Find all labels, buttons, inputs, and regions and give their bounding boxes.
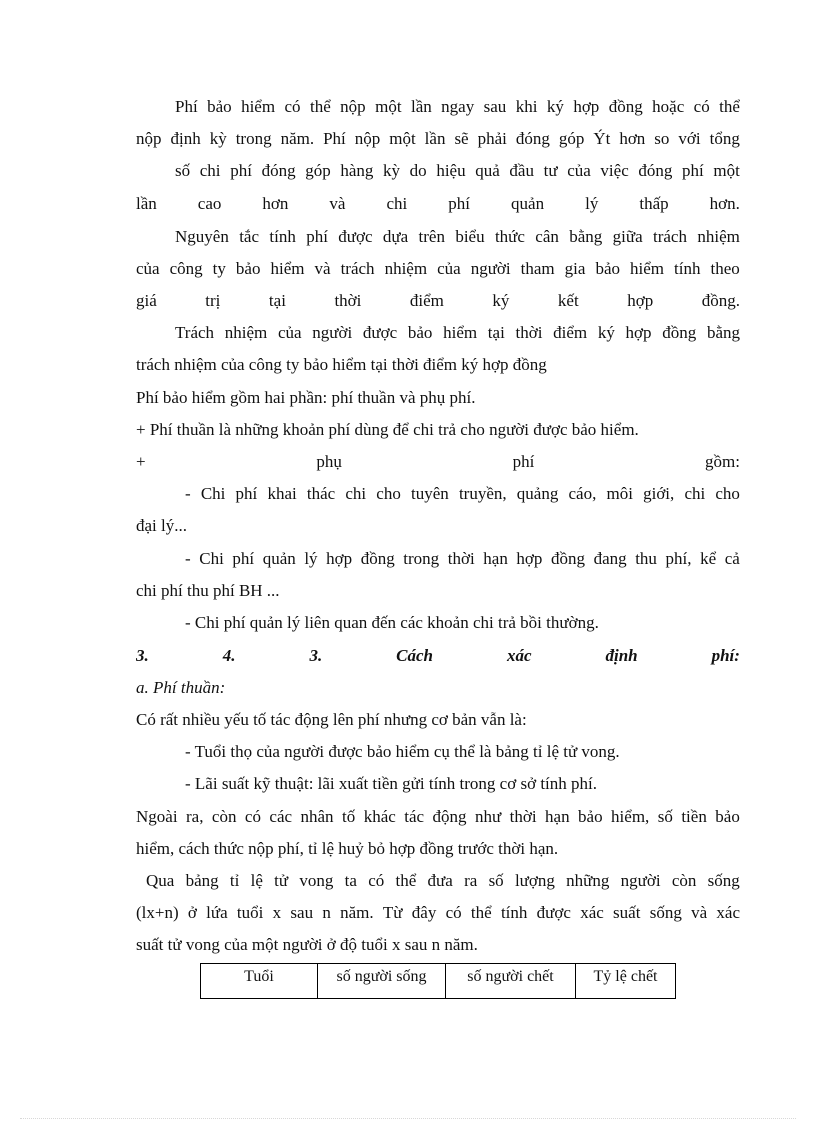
word: một xyxy=(389,129,416,148)
word: thác xyxy=(306,484,336,503)
header-living: số người sống xyxy=(318,964,446,999)
word: tử xyxy=(274,871,289,890)
word: - xyxy=(185,484,191,503)
word: điểm xyxy=(409,291,444,310)
bullet1-line1 xyxy=(185,483,740,505)
word: nhiệm xyxy=(697,227,740,246)
word: khai xyxy=(267,484,297,503)
word: trách xyxy=(653,227,687,246)
word: chi xyxy=(345,484,367,503)
para4: Phí bảo hiểm gồm hai phần: phí thuần và phụ phí. xyxy=(136,388,476,407)
word: với xyxy=(678,129,701,148)
word: dựa xyxy=(382,227,409,246)
word: của xyxy=(136,259,160,278)
word: hiệu xyxy=(436,161,466,180)
word: thấp xyxy=(639,194,669,213)
word: người xyxy=(470,259,511,278)
para1-line4 xyxy=(136,193,740,215)
word: sau xyxy=(290,903,314,922)
word: sau xyxy=(483,97,507,116)
word: ta xyxy=(344,871,357,890)
word: còn xyxy=(671,871,697,890)
para3-line2: trách nhiệm của công ty bảo hiểm tại thời điểm ký hợp đồng xyxy=(136,355,547,374)
word: do xyxy=(409,161,427,180)
word: quản xyxy=(511,194,545,213)
word: hơn xyxy=(262,194,289,213)
word: biểu xyxy=(455,227,485,246)
para7: Có rất nhiều yếu tố tác động lên phí nhưng cơ bản vẫn là: xyxy=(136,710,527,729)
word: lượng xyxy=(514,871,555,890)
word: lý xyxy=(585,194,599,213)
word: giữa xyxy=(612,227,643,246)
para9-line3: suất tử vong của một người ở độ tuổi x sau n năm. xyxy=(136,935,478,954)
bullet1-line2: đại lý... xyxy=(136,516,187,535)
word: Từ xyxy=(382,903,403,922)
word: Chi xyxy=(200,484,226,503)
word: có xyxy=(693,97,710,116)
word: năm. xyxy=(280,129,315,148)
word: 3. xyxy=(136,646,149,665)
word: đóng xyxy=(515,129,550,148)
word: thời xyxy=(515,323,543,342)
word: hiểm xyxy=(270,259,305,278)
word: phí xyxy=(448,194,471,213)
subheading: a. Phí thuần: xyxy=(136,678,226,697)
word: đồng xyxy=(360,549,395,568)
word: định xyxy=(605,646,638,665)
word: hợp xyxy=(516,549,543,568)
word: ty xyxy=(212,259,226,278)
word: cho xyxy=(715,484,740,503)
bullet3: - Chi phí quản lý liên quan đến các khoản chi trả bồi thường. xyxy=(185,613,599,632)
word: chi xyxy=(199,161,221,180)
word: còn xyxy=(211,807,237,826)
word: có xyxy=(284,97,301,116)
word: sống xyxy=(649,903,682,922)
word: tại xyxy=(487,323,505,342)
word: và xyxy=(691,903,708,922)
table-header-row xyxy=(201,964,676,999)
word: thể xyxy=(309,97,331,116)
word: nhiệm xyxy=(384,259,428,278)
word: hiểm, xyxy=(611,807,650,826)
word: quản xyxy=(262,549,296,568)
word: môi xyxy=(606,484,633,503)
word: hạn xyxy=(483,549,508,568)
word: hiểm xyxy=(630,259,665,278)
word: người xyxy=(312,323,353,342)
word: suất xyxy=(613,903,641,922)
word: tỉ xyxy=(229,871,240,890)
word: bằng xyxy=(569,227,603,246)
word: cả xyxy=(724,549,740,568)
word: x xyxy=(272,903,282,922)
word: được xyxy=(362,323,398,342)
word: phí xyxy=(235,484,258,503)
word: đồng xyxy=(662,323,697,342)
word: gia xyxy=(564,259,586,278)
word: tính xyxy=(674,259,701,278)
bullet2-line1 xyxy=(185,548,740,570)
word: khi xyxy=(515,97,538,116)
word: Ýt xyxy=(593,129,611,148)
word: bảo xyxy=(407,323,433,342)
word: so xyxy=(654,129,670,148)
word: thể xyxy=(470,903,492,922)
word: cho xyxy=(376,484,401,503)
word: ký xyxy=(546,97,564,116)
word: quả xyxy=(475,161,500,180)
word: phí xyxy=(682,161,704,180)
word: Phí xyxy=(323,129,346,148)
word: kết xyxy=(557,291,579,310)
bullet4: - Tuổi thọ của người được bảo hiểm cụ thể là bảng tỉ lệ tử vong. xyxy=(185,742,620,761)
word: nộp xyxy=(354,129,381,148)
word: số xyxy=(657,807,673,826)
word: vong xyxy=(299,871,334,890)
section-heading xyxy=(136,645,740,667)
word: kỳ xyxy=(383,161,401,180)
word: ở xyxy=(187,903,197,922)
word: tuổi xyxy=(236,903,264,922)
word: giới, xyxy=(643,484,675,503)
word: nhân xyxy=(300,807,334,826)
word: số xyxy=(488,871,504,890)
word: truyền, xyxy=(458,484,507,503)
word: hơn. xyxy=(709,194,740,213)
word: phí xyxy=(512,452,535,471)
para1-line2 xyxy=(136,128,740,150)
word: quảng xyxy=(516,484,559,503)
word: tắc xyxy=(239,227,260,246)
word: khác xyxy=(363,807,396,826)
para2-line2 xyxy=(136,258,740,280)
word: chi xyxy=(386,194,408,213)
word: được xyxy=(536,903,571,922)
word: hơn xyxy=(619,129,646,148)
word: đang xyxy=(593,549,627,568)
word: (lx+n) xyxy=(136,903,179,922)
para8-line2: hiểm, cách thức nộp phí, tỉ lệ huỷ bỏ hợp đồng trước thời hạn. xyxy=(136,839,559,858)
word: thời xyxy=(334,291,362,310)
word: lần xyxy=(410,97,432,116)
word: Ngoài xyxy=(136,807,178,826)
word: trên xyxy=(418,227,445,246)
para1-line1 xyxy=(175,96,740,118)
word: thời xyxy=(509,807,537,826)
word: số xyxy=(175,161,191,180)
word: đóng xyxy=(261,161,296,180)
word: năm. xyxy=(340,903,374,922)
word: ra xyxy=(464,871,478,890)
word: tại xyxy=(268,291,286,310)
word: bảo xyxy=(595,259,620,278)
word: đồng xyxy=(608,97,643,116)
word: lệ xyxy=(250,871,263,890)
para6 xyxy=(136,451,740,473)
word: được xyxy=(338,227,373,246)
word: các xyxy=(269,807,293,826)
word: những xyxy=(566,871,610,890)
word: tuyên xyxy=(411,484,449,503)
word: thể xyxy=(719,97,740,116)
word: có xyxy=(445,903,462,922)
word: đồng xyxy=(550,549,585,568)
word: chi xyxy=(684,484,706,503)
word: tính xyxy=(500,903,528,922)
word: định xyxy=(170,129,201,148)
word: xác xyxy=(580,903,604,922)
word: nhiệm xyxy=(224,323,268,342)
header-age: Tuổi xyxy=(201,964,318,999)
word: phí xyxy=(306,227,328,246)
word: lần xyxy=(136,194,157,213)
word: gồm: xyxy=(705,452,740,471)
word: Nguyên xyxy=(175,227,229,246)
word: phí: xyxy=(711,646,740,665)
word: việc xyxy=(600,161,629,180)
word: hợp xyxy=(326,549,353,568)
word: hợp xyxy=(627,291,654,310)
word: một xyxy=(713,161,740,180)
word: xác xyxy=(716,903,740,922)
word: có xyxy=(244,807,261,826)
word: như xyxy=(474,807,502,826)
word: thời xyxy=(447,549,475,568)
word: 3. xyxy=(309,646,323,665)
word: Trách xyxy=(175,323,215,342)
word: của xyxy=(277,323,302,342)
word: đóng xyxy=(638,161,673,180)
word: cao xyxy=(197,194,222,213)
word: một xyxy=(375,97,402,116)
word: trong xyxy=(403,549,440,568)
word: có xyxy=(368,871,385,890)
word: điểm xyxy=(553,323,588,342)
word: người xyxy=(620,871,661,890)
word: trị xyxy=(205,291,221,310)
word: ra, xyxy=(186,807,204,826)
word: phí xyxy=(230,161,252,180)
word: của xyxy=(567,161,591,180)
word: đồng. xyxy=(701,291,740,310)
bullet5: - Lãi suất kỹ thuật: lãi xuất tiền gửi tính trong cơ sở tính phí. xyxy=(185,774,597,793)
word: và xyxy=(329,194,346,213)
para2-line1 xyxy=(175,226,740,248)
word: đầu xyxy=(509,161,534,180)
para8-line1 xyxy=(136,806,740,828)
word: phí xyxy=(232,549,255,568)
word: tư xyxy=(543,161,558,180)
mortality-table xyxy=(200,963,676,999)
word: cân xyxy=(535,227,559,246)
word: lứa xyxy=(206,903,228,922)
word: tố xyxy=(342,807,356,826)
page-footer-divider xyxy=(20,1118,796,1119)
para9-line2 xyxy=(136,902,740,924)
word: bảo xyxy=(235,259,261,278)
word: hợp xyxy=(573,97,600,116)
word: bằng xyxy=(706,323,740,342)
word: Cách xyxy=(396,646,433,665)
word: + xyxy=(136,452,146,471)
word: tính xyxy=(269,227,296,246)
word: kể xyxy=(700,549,717,568)
word: sẽ xyxy=(454,129,469,148)
word: cáo, xyxy=(568,484,597,503)
word: bảo xyxy=(578,807,603,826)
word: thức xyxy=(494,227,525,246)
word: n xyxy=(322,903,331,922)
bullet2-line2: chi phí thu phí BH ... xyxy=(136,581,280,600)
header-death-rate: Tỷ lệ chết xyxy=(576,964,676,999)
word: tổng xyxy=(709,129,740,148)
word: phải xyxy=(477,129,507,148)
word: trách xyxy=(340,259,375,278)
word: lý xyxy=(304,549,318,568)
word: phí, xyxy=(665,549,692,568)
word: trong xyxy=(235,129,272,148)
word: theo xyxy=(710,259,740,278)
word: góp xyxy=(558,129,585,148)
word: Qua xyxy=(146,871,175,890)
word: ký xyxy=(597,323,615,342)
word: hàng xyxy=(340,161,374,180)
word: của xyxy=(437,259,461,278)
word: thu xyxy=(635,549,657,568)
word: nộp xyxy=(340,97,366,116)
word: kỳ xyxy=(209,129,227,148)
word: góp xyxy=(305,161,331,180)
para1-line3 xyxy=(175,160,740,182)
word: ký xyxy=(492,291,510,310)
word: sống xyxy=(707,871,740,890)
word: tác xyxy=(404,807,425,826)
word: hiểm xyxy=(241,97,276,116)
word: xác xyxy=(506,646,532,665)
word: và xyxy=(314,259,331,278)
word: giá xyxy=(136,291,157,310)
word: tham xyxy=(520,259,555,278)
word: Chi xyxy=(199,549,224,568)
word: công xyxy=(169,259,203,278)
word: hiểm xyxy=(443,323,478,342)
para9-line1 xyxy=(146,870,740,892)
word: Phí xyxy=(175,97,198,116)
para5: + Phí thuần là những khoản phí dùng để chi trả cho người được bảo hiểm. xyxy=(136,420,639,439)
para2-line3 xyxy=(136,290,740,312)
word: thể xyxy=(395,871,417,890)
word: phụ xyxy=(316,452,342,471)
word: 4. xyxy=(222,646,236,665)
word: hợp xyxy=(625,323,652,342)
word: ngay xyxy=(441,97,475,116)
word: hoặc xyxy=(652,97,685,116)
word: - xyxy=(185,549,191,568)
header-dead: số người chết xyxy=(446,964,576,999)
word: đây xyxy=(411,903,437,922)
word: hạn xyxy=(545,807,570,826)
word: động xyxy=(432,807,467,826)
word: bảo xyxy=(207,97,232,116)
word: đưa xyxy=(427,871,453,890)
word: nộp xyxy=(136,129,162,148)
word: bảo xyxy=(715,807,740,826)
para3-line1 xyxy=(175,322,740,344)
word: tiền xyxy=(681,807,707,826)
word: bảng xyxy=(185,871,219,890)
word: lần xyxy=(424,129,446,148)
